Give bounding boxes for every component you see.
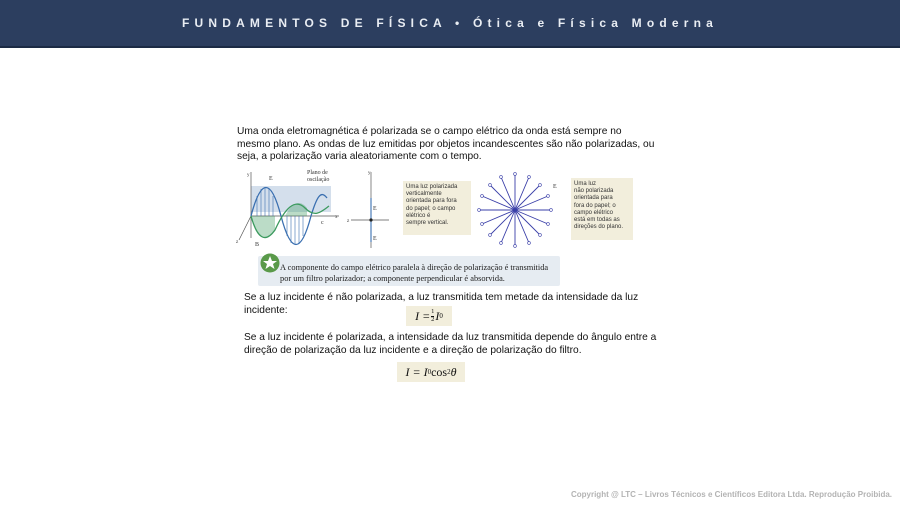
axis-y-label-1: y [247, 173, 250, 178]
formula1-den: 2 [431, 315, 435, 323]
box2-line1: Uma luz [574, 181, 597, 187]
formula2-theta: θ [450, 364, 457, 379]
box2-line2: não polarizada [574, 188, 614, 195]
vec-b-label: B [255, 242, 260, 248]
box2-line5: campo elétrico [574, 209, 614, 216]
box2-line7: direções do plano. [574, 224, 624, 231]
box2-line3: orientada para [574, 195, 613, 202]
page-header [0, 0, 900, 48]
box2-line6: está em todas as [574, 217, 620, 224]
formula1-sub: 0 [439, 312, 443, 320]
vec-e-label-3: E [373, 236, 377, 242]
page-title: FUNDAMENTOS DE FÍSICA • Ótica e Física Moderna [181, 16, 719, 30]
figure-caption-text [280, 262, 560, 284]
vec-c-label: c [321, 220, 324, 226]
formula1-fraction [431, 309, 434, 323]
caption-line1: A componente do campo elétrico paralela à direção de polarização é transmitida [280, 263, 549, 272]
axis-y-label-2: y [368, 171, 371, 176]
unpolarized-paragraph: Se a luz incidente é não polarizada, a luz transmitida tem metade da intensidade da luz incidente: [244, 292, 639, 316]
formula1-num: 1 [431, 308, 435, 315]
box1-line3: orientada para fora [406, 198, 457, 205]
box1-line5: elétrico é [406, 212, 431, 219]
formula2-sub: 0 [427, 368, 432, 376]
formula2-sup: 2 [447, 368, 451, 376]
vec-e-label-1: E [269, 176, 273, 182]
half-intensity-formula [406, 306, 452, 326]
formula1-rhs: I [435, 308, 440, 323]
caption-line2: por um filtro polarizador; a componente perpendicular é absorvida. [280, 274, 505, 283]
box1-line6: sempre vertical. [406, 220, 449, 227]
z-axis-line [239, 216, 251, 240]
polarized-paragraph: Se a luz incidente é polarizada, a intensidade da luz transmitida depende do ângulo entre a direção de polarização da luz incidente e a direção de polarização do filtro. [244, 332, 657, 356]
box1-line2: verticalmente [406, 191, 442, 198]
copyright-footer: Copyright @ LTC – Livros Técnicos e Científicos Editora Ltda. Reprodução Proibida. [570, 490, 892, 499]
formula2-lhs: I = I [405, 364, 428, 379]
box1-line4: do papel; o campo [406, 205, 456, 212]
intro-paragraph: Uma onda eletromagnética é polarizada se o campo elétrico da onda está sempre no mesmo plano. As ondas de luz emitidas por objetos incandescentes são não polarizadas, ou seja, a polarização varia aleatoriamente com o tempo. [237, 126, 655, 163]
origin-dot [369, 218, 372, 221]
formula1-lhs: I = [415, 308, 431, 323]
formula2-cos: cos [431, 364, 448, 379]
unpolarized-label-box [571, 178, 633, 240]
axis-z-label-2: z [347, 219, 350, 224]
box2-line4: fora do papel; o [574, 202, 616, 209]
plane-label-1: Plano de [307, 170, 328, 176]
polarized-label-box [403, 181, 471, 235]
plane-label-2: oscilação [307, 177, 330, 183]
axis-x-label-1: x [335, 215, 338, 220]
axis-z-label-1: z [236, 240, 239, 245]
malus-law-formula [397, 362, 465, 382]
vec-e-label-2: E [373, 206, 377, 212]
star-badge-icon [260, 253, 280, 273]
vec-e-label-4: E [553, 184, 557, 190]
box1-line1: Uma luz polarizada [406, 184, 458, 190]
